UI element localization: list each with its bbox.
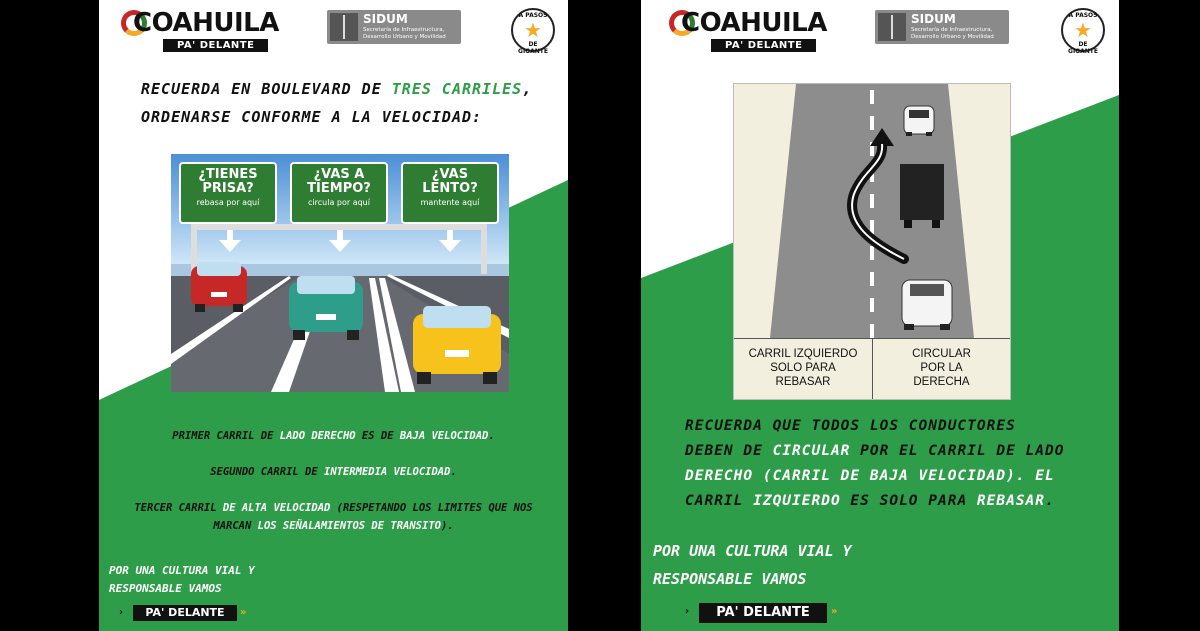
coahuila-logo (669, 8, 839, 54)
highlight: BAJA VELOCIDAD (399, 430, 489, 442)
text: ). (440, 520, 454, 532)
sidum-description: Secretaría de Infraestructura, Desarrollo Urbano y Movilidad (363, 27, 446, 40)
road-icon (878, 13, 906, 41)
sign-fast (179, 162, 277, 224)
highlight: IZQUIERDO (753, 493, 841, 509)
label-line: POR LA (920, 362, 963, 374)
text: . (450, 466, 457, 478)
highlight: INTERMEDIA VELOCIDAD (324, 466, 451, 478)
paragraph-line-1: RECUERDA QUE TODOS LOS CONDUCTORES (685, 418, 1016, 434)
line-third-lane-b (99, 520, 568, 532)
chevron-icon: › (119, 607, 124, 618)
headline-line-2: ORDENARSE CONFORME A LA VELOCIDAD: (141, 108, 483, 126)
highlight: LOS SEÑALAMIENTOS DE TRANSITO (257, 520, 441, 532)
chevron-icon: › (685, 606, 690, 617)
three-lanes-illustration (171, 154, 509, 392)
slogan-line-2: RESPONSABLE VAMOS (109, 582, 222, 595)
sign-q1: ¿TIENES (198, 167, 258, 182)
sidum-logo (327, 10, 461, 44)
sign-q2: TIEMPO? (307, 181, 371, 196)
a-pasos-badge (511, 8, 555, 55)
headline-text: RECUERDA EN BOULEVARD DE (141, 80, 392, 98)
text: . (1045, 493, 1055, 509)
road-top-view (734, 84, 1010, 338)
text: CARRIL (685, 493, 754, 509)
chevron-icon: » (240, 607, 247, 618)
footer-tag: PA' DELANTE (133, 605, 237, 621)
label-left-lane (734, 338, 872, 398)
label-line: REBASAR (775, 376, 831, 388)
slogan-line-2: RESPONSABLE VAMOS (653, 570, 807, 588)
passing-lane-illustration (733, 83, 1011, 400)
a-pasos-badge (1061, 8, 1105, 55)
truck-icon (900, 164, 944, 228)
highlight: CIRCULAR (772, 443, 851, 459)
car-front-icon (904, 106, 934, 136)
highlight: LADO DERECHO (279, 430, 356, 442)
sign-q1: ¿VAS (431, 167, 469, 182)
paragraph-line-4 (685, 493, 1055, 509)
sidum-description: Secretaría de Infraestructura, Desarrollo Urbano y Movilidad (911, 27, 994, 40)
line-first-lane (99, 430, 568, 442)
badge-top-text: A PASOS (518, 12, 548, 19)
sidum-title: SIDUM (911, 12, 956, 26)
logo-sub: PA' DELANTE (711, 39, 816, 52)
sign-q1: ¿VAS A (313, 167, 365, 182)
text: POR EL CARRIL DE LADO (850, 443, 1065, 459)
slogan-line-1: POR UNA CULTURA VIAL Y (653, 542, 852, 560)
badge-top-text: A PASOS (1068, 12, 1098, 19)
poster-left (99, 0, 568, 631)
text: PRIMER CARRIL DE (172, 430, 280, 442)
poster-right (641, 0, 1119, 631)
highlight: DE ALTA VELOCIDAD (222, 502, 331, 514)
badge-bottom-text: DE GIGANTE (518, 41, 548, 55)
sign-sub: rebasa por aquí (196, 198, 260, 207)
red-car-icon (191, 262, 247, 312)
star-icon: ★ (1074, 18, 1092, 42)
sidum-logo (875, 10, 1009, 44)
badge-bottom-text: DE GIGANTE (1068, 41, 1098, 55)
text: TERCER CARRIL (134, 502, 223, 514)
text: . (488, 430, 495, 442)
sidum-title: SIDUM (363, 12, 408, 26)
teal-car-icon (289, 276, 363, 340)
label-right-lane (873, 338, 1010, 398)
star-icon: ★ (524, 18, 542, 42)
footer-tag: PA' DELANTE (699, 603, 827, 623)
text: MARCAN (213, 520, 258, 532)
chevron-icon: » (831, 606, 838, 617)
text: ES DE (355, 430, 400, 442)
slogan-line-1: POR UNA CULTURA VIAL Y (109, 564, 255, 577)
highlight: REBASAR (976, 493, 1046, 509)
sign-sub: mantente aquí (420, 198, 480, 207)
label-line: DERECHA (913, 376, 970, 388)
sign-ontime (290, 162, 388, 224)
text: SEGUNDO CARRIL DE (210, 466, 325, 478)
label-line: CARRIL IZQUIERDO (748, 348, 858, 360)
yellow-car-icon (413, 306, 501, 384)
sign-q2: PRISA? (202, 181, 254, 196)
line-second-lane (99, 466, 568, 478)
sign-sub: circula por aquí (308, 198, 370, 207)
sign-q2: LENTO? (422, 181, 478, 196)
text: ES SOLO PARA (840, 493, 977, 509)
label-line: SOLO PARA (770, 362, 836, 374)
logo-sub: PA' DELANTE (163, 39, 268, 52)
car-rear-icon (902, 280, 952, 330)
headline-highlight: TRES CARRILES (391, 80, 523, 98)
headline-comma: , (522, 80, 533, 98)
logo-word: COAHUILA (681, 8, 827, 38)
text: (RESPETANDO LOS LIMITES QUE NOS (330, 502, 533, 514)
label-line: CIRCULAR (912, 348, 971, 360)
text: DEBEN DE (685, 443, 773, 459)
sign-slow (401, 162, 499, 224)
highlight: DERECHO (CARRIL DE BAJA VELOCIDAD). EL (685, 468, 1055, 484)
paragraph-line-2 (685, 443, 1064, 459)
logo-word: COAHUILA (133, 8, 279, 38)
paragraph-line-3 (685, 468, 1055, 484)
line-third-lane-a (99, 502, 568, 514)
coahuila-logo (121, 8, 291, 54)
road-icon (330, 13, 358, 41)
headline-line-1 (141, 80, 532, 98)
